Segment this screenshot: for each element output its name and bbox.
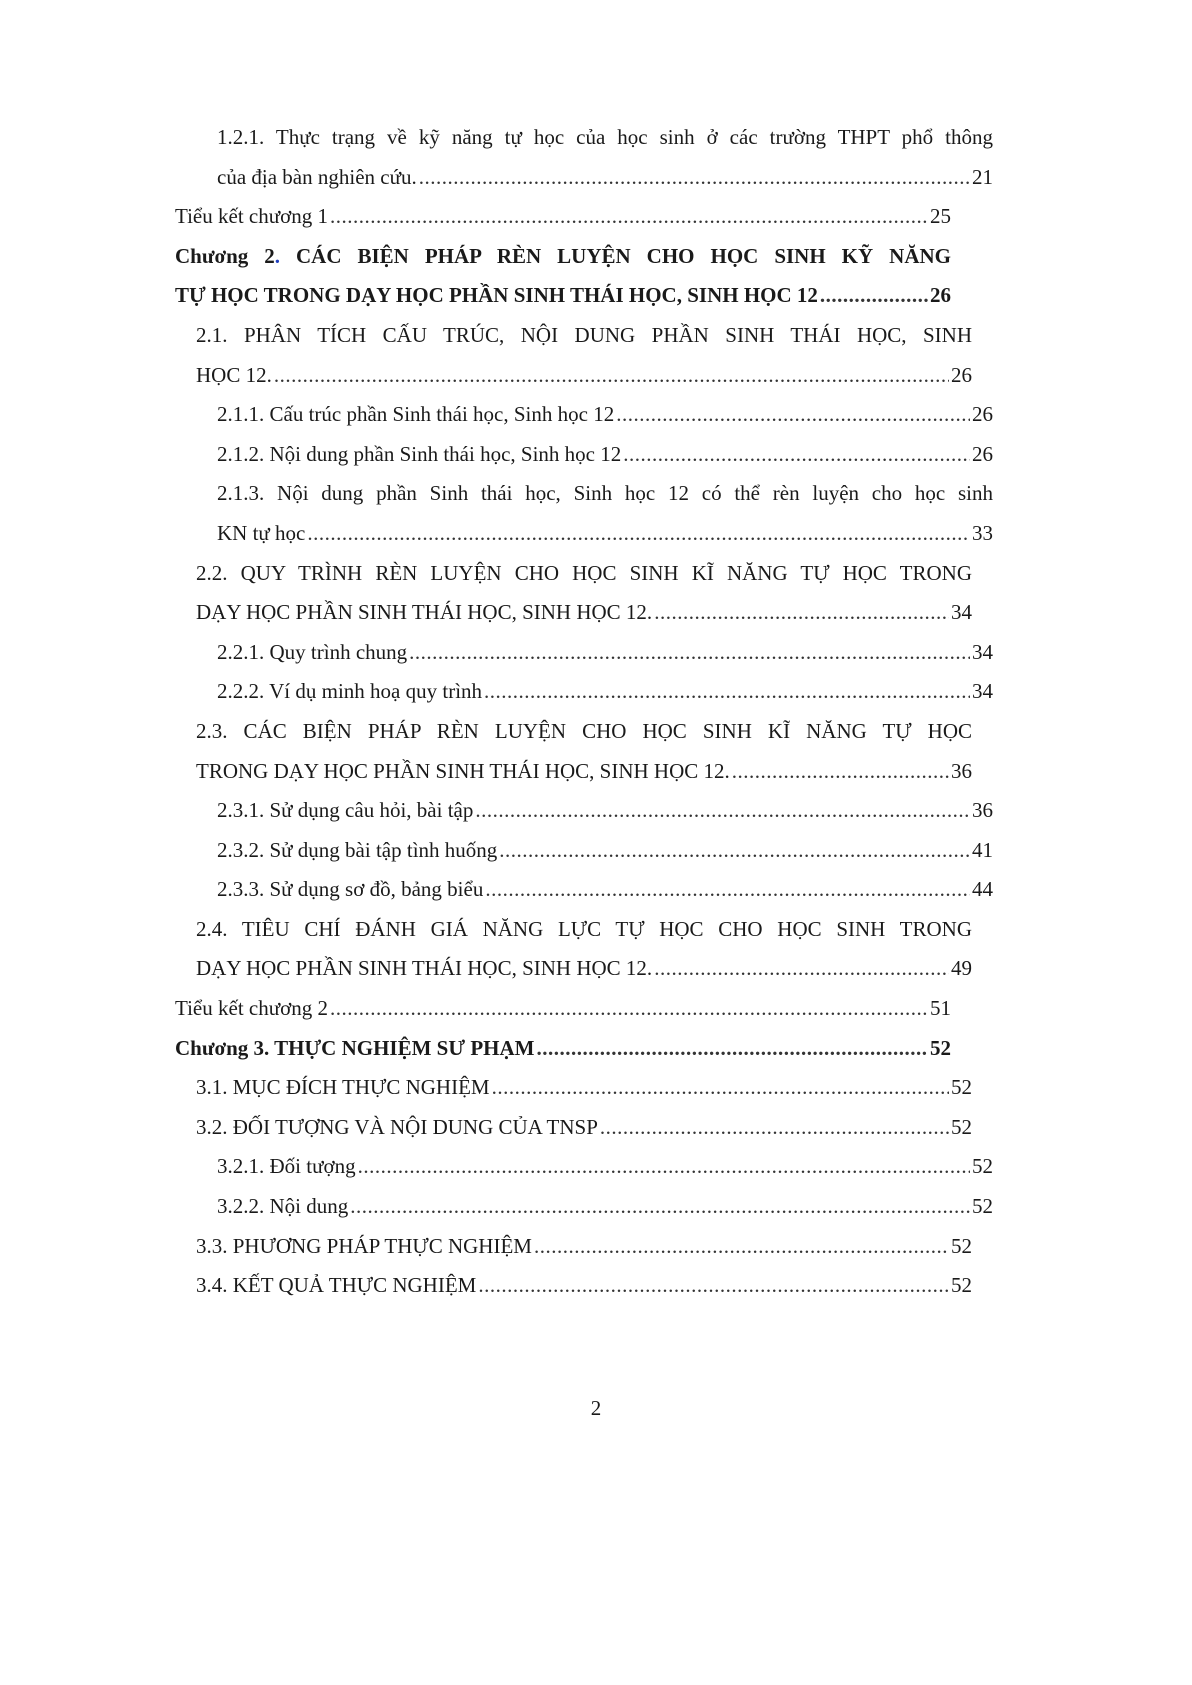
toc-entry[interactable] [175,1187,993,1227]
toc-entry[interactable] [175,989,951,1029]
dot-leader [623,435,970,475]
toc-entry[interactable] [175,791,993,831]
toc-entry-page-number: 26 [972,441,993,466]
toc-entry-page-number: 52 [951,1075,972,1100]
toc-entry-page-number: 44 [972,877,993,902]
dot-leader [419,158,970,198]
toc-entry[interactable] [175,554,972,633]
dot-leader [485,870,970,910]
toc-entry-title: DẠY HỌC PHẦN SINH THÁI HỌC, SINH HỌC 12. [196,956,653,981]
toc-entry[interactable] [175,712,972,791]
dot-leader [499,831,970,871]
toc-entry-title: 2.1.1. Cấu trúc phần Sinh thái học, Sinh học 12 [217,402,615,427]
toc-entry[interactable] [175,1029,951,1069]
dot-leader [307,514,970,554]
toc-entry-line [175,276,951,316]
toc-entry-page-number: 26 [951,362,972,387]
toc-entry-line [217,831,993,871]
toc-entry-line [196,356,972,396]
toc-entry[interactable] [175,316,972,395]
toc-entry-title: DẠY HỌC PHẦN SINH THÁI HỌC, SINH HỌC 12. [196,600,653,625]
toc-entry-first-line: 2.4. TIÊU CHÍ ĐÁNH GIÁ NĂNG LỰC TỰ HỌC CHO HỌC SINH TRONG [196,916,972,941]
toc-entry-page-number: 41 [972,837,993,862]
toc-entry-page-number: 36 [972,798,993,823]
toc-entry-line [175,1029,951,1069]
toc-entry-page-number: 26 [930,283,951,308]
toc-entry-first-line: 2.1.3. Nội dung phần Sinh thái học, Sinh học 12 có thể rèn luyện cho học sinh [217,481,993,506]
toc-entry[interactable] [175,1147,993,1187]
toc-entry-line [217,514,993,554]
toc-entry-page-number: 21 [972,164,993,189]
toc-entry-title: KN tự học [217,520,306,545]
dot-leader [330,197,928,237]
toc-entry-title: 2.3.1. Sử dụng câu hỏi, bài tập [217,798,474,823]
toc-entry[interactable] [175,197,951,237]
toc-entry-line [217,1187,993,1227]
toc-entry-first-line: 2.1. PHÂN TÍCH CẤU TRÚC, NỘI DUNG PHẦN SINH THÁI HỌC, SINH [196,322,972,347]
toc-entry-line [217,158,993,198]
toc-entry-title: 2.2.2. Ví dụ minh hoạ quy trình [217,679,483,704]
toc-entry[interactable] [175,633,993,673]
toc-entry[interactable] [175,1266,972,1306]
page-number: 2 [590,1396,602,1420]
dot-leader [358,1147,970,1187]
toc-entry-line [217,870,993,910]
toc-entry-page-number: 49 [951,956,972,981]
toc-entry[interactable] [175,910,972,989]
toc-entry[interactable] [175,831,993,871]
page-footer [0,1396,1192,1421]
dot-leader [274,356,949,396]
toc-entry-title: của địa bàn nghiên cứu. [217,164,417,189]
dot-leader [654,949,949,989]
toc-entry-first-line-part: Chương 2 [175,243,275,268]
toc-entry-page-number: 52 [951,1114,972,1139]
toc-entry[interactable] [175,435,993,475]
toc-entry-page-number: 36 [951,758,972,783]
toc-entry-title: Tiểu kết chương 1 [175,204,328,229]
toc-entry-first-line: 2.2. QUY TRÌNH RÈN LUYỆN CHO HỌC SINH KĨ NĂNG TỰ HỌC TRONG [196,560,972,585]
toc-entry[interactable] [175,870,993,910]
toc-entry-first-line: 1.2.1. Thực trạng về kỹ năng tự học của học sinh ở các trường THPT phổ thông [217,125,993,149]
dot-leader [475,791,970,831]
toc-entry-page-number: 33 [972,520,993,545]
dot-leader [654,593,949,633]
dot-leader [534,1227,949,1267]
toc-entry-page-number: 25 [930,204,951,229]
toc-entry[interactable] [175,1108,972,1148]
toc-entry-line [196,949,972,989]
toc-entry-line [196,1108,972,1148]
toc-entry-page-number: 34 [972,639,993,664]
toc-entry-line [196,1266,972,1306]
toc-entry-page-number: 34 [972,679,993,704]
toc-entry[interactable] [175,474,993,553]
toc-entry-line [196,752,972,792]
toc-entry-line [217,791,993,831]
toc-entry-line [196,593,972,633]
toc-entry-title: Chương 3. THỰC NGHIỆM SƯ PHẠM [175,1035,535,1060]
dot-leader [600,1108,949,1148]
toc-entry-line [196,1068,972,1108]
dot-leader [484,672,970,712]
toc-entry-page-number: 52 [930,1035,951,1060]
toc-entry-title: 3.3. PHƯƠNG PHÁP THỰC NGHIỆM [196,1233,532,1258]
toc-entry-title: TỰ HỌC TRONG DẠY HỌC PHẦN SINH THÁI HỌC, SINH HỌC 12 [175,283,818,308]
toc-entry-line [217,1147,993,1187]
dot-leader [409,633,970,673]
toc-entry-first-line-part: CÁC BIỆN PHÁP RÈN LUYỆN CHO HỌC SINH KỸ NĂNG [280,243,951,268]
toc-entry-page-number: 52 [951,1273,972,1298]
toc-entry-line [175,989,951,1029]
toc-entry-page-number: 51 [930,996,951,1021]
toc-entry-title: 3.2.1. Đối tượng [217,1154,356,1179]
toc-entry-title: 2.3.3. Sử dụng sơ đồ, bảng biểu [217,877,484,902]
toc-entry-line [217,395,993,435]
toc-entry[interactable] [175,237,951,316]
toc-entry-title: 2.3.2. Sử dụng bài tập tình huống [217,837,498,862]
toc-entry-page-number: 26 [972,402,993,427]
dot-leader [616,395,970,435]
toc-entry-first-line-part: . [274,243,280,268]
dot-leader [478,1266,949,1306]
dot-leader [350,1187,970,1227]
toc-entry-page-number: 52 [972,1154,993,1179]
toc-entry-title: 2.2.1. Quy trình chung [217,639,408,664]
toc-entry-title: Tiểu kết chương 2 [175,996,328,1021]
toc-entry-line [175,197,951,237]
table-of-contents [175,118,993,1306]
toc-entry-line [196,1227,972,1267]
toc-entry-line [217,672,993,712]
dot-leader [820,276,928,316]
toc-entry[interactable] [175,118,993,197]
toc-entry-line [217,435,993,475]
dot-leader [492,1068,949,1108]
toc-entry-title: 3.2. ĐỐI TƯỢNG VÀ NỘI DUNG CỦA TNSP [196,1114,598,1139]
toc-entry-title: TRONG DẠY HỌC PHẦN SINH THÁI HỌC, SINH HỌC 12. [196,758,730,783]
toc-entry-line [217,633,993,673]
toc-entry-page-number: 34 [951,600,972,625]
toc-entry-title: HỌC 12. [196,362,272,387]
toc-entry[interactable] [175,672,993,712]
toc-entry-title: 3.4. KẾT QUẢ THỰC NGHIỆM [196,1273,477,1298]
toc-entry-page-number: 52 [951,1233,972,1258]
dot-leader [732,752,949,792]
toc-entry[interactable] [175,395,993,435]
toc-entry-page-number: 52 [972,1194,993,1219]
dot-leader [330,989,928,1029]
toc-entry-first-line: 2.3. CÁC BIỆN PHÁP RÈN LUYỆN CHO HỌC SINH KĨ NĂNG TỰ HỌC [196,718,972,743]
toc-entry-title: 2.1.2. Nội dung phần Sinh thái học, Sinh học 12 [217,441,622,466]
toc-entry-title: 3.2.2. Nội dung [217,1194,349,1219]
toc-entry-first-line [175,237,951,277]
toc-entry-title: 3.1. MỤC ĐÍCH THỰC NGHIỆM [196,1075,490,1100]
toc-entry[interactable] [175,1068,972,1108]
toc-entry[interactable] [175,1227,972,1267]
dot-leader [536,1029,928,1069]
